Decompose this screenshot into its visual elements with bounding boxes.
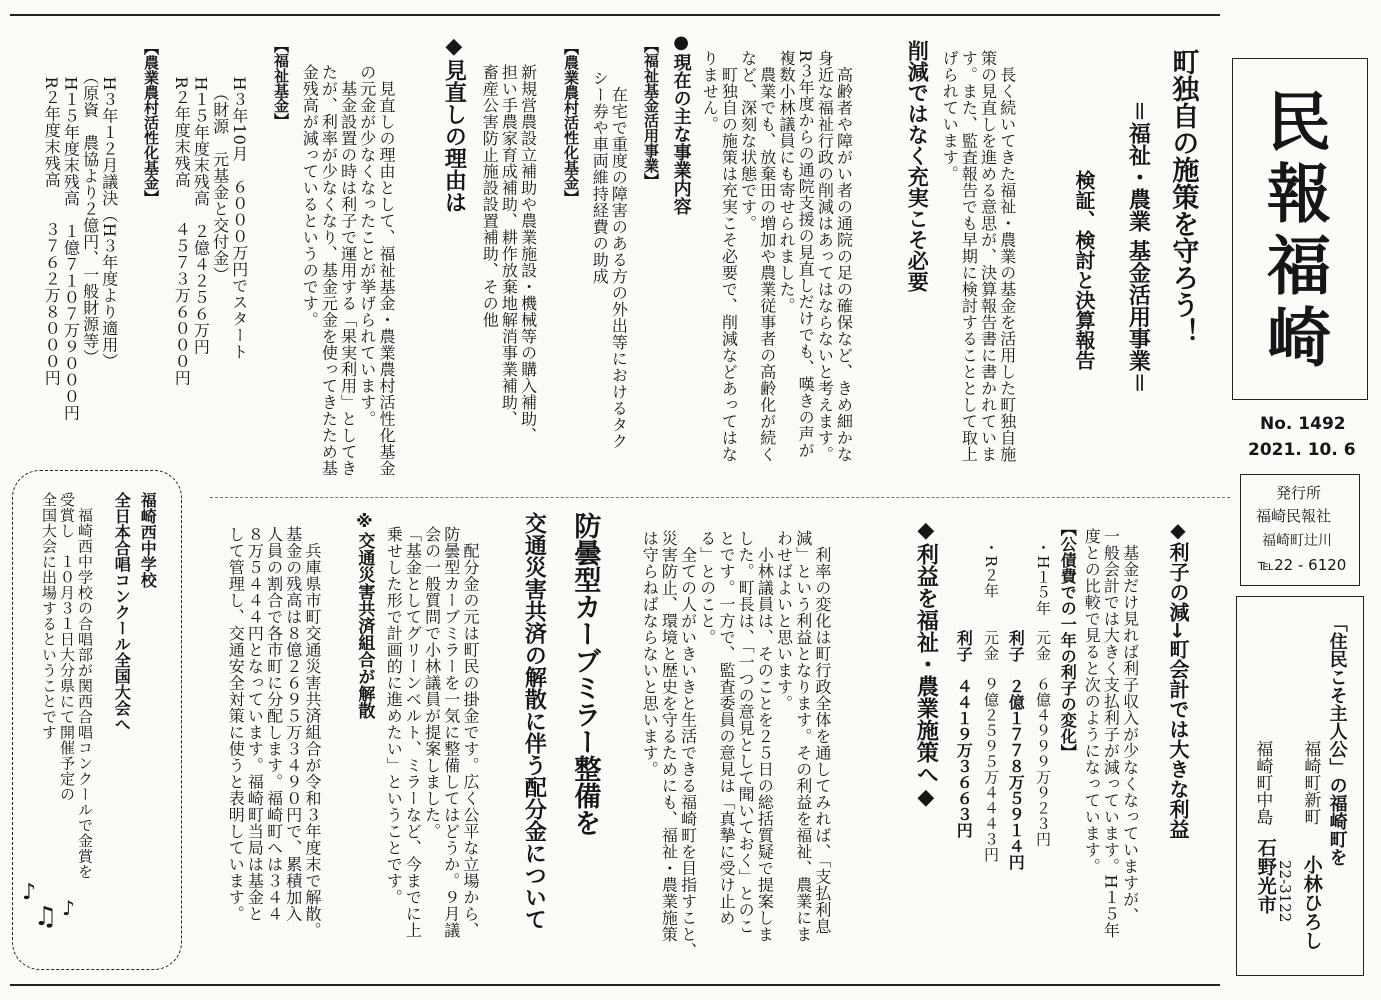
article3-note-text	[226, 526, 322, 939]
text-line: す。また、監査報告でも早期に検討することとして取上	[959, 50, 979, 463]
publisher-label: 発行所	[1276, 484, 1322, 502]
text-line: 高齢者や障がい者の通院の足の確保など、きめ細かな	[834, 50, 854, 463]
text-line: R２年度末残高 ３７６２万８０００円	[42, 60, 62, 387]
article2-text2	[640, 530, 832, 959]
text-line: 全国大会に出場するということです	[40, 492, 58, 740]
text-line: る」とのこと。	[697, 530, 717, 646]
article3-subhead: 交通災害共済の解散に伴う配分金について	[521, 512, 547, 930]
text-line: 町独自の施策は充実こそ必要で、削減などあってはな	[719, 50, 739, 463]
article4-school: 福崎西中学校	[138, 492, 158, 588]
text-line: （財源 元基金と交付金）	[210, 60, 230, 283]
text-line: （原資 農協より２億円、一般財源等）	[80, 60, 100, 366]
text-line: シー券や車両維持経費の助成	[590, 70, 610, 285]
publisher-address: 福崎町辻川	[1262, 533, 1332, 549]
agri-fund-label2: 【農業農村活性化基金】	[142, 40, 160, 205]
text-line: 金残高が減っているというのです。	[300, 64, 320, 328]
article1-paragraph1	[940, 50, 1017, 463]
review-heading: ◆見直しの理由は	[441, 34, 467, 213]
text-line: 小林議員は、そのことを２５日の総括質疑で提案しま	[755, 530, 775, 943]
text-line: 「基金としてグリーンベルト、ミラーなど、今までに上	[403, 526, 423, 939]
interest-table-heading: 【公債費での一年の利子の変化】	[1058, 520, 1078, 760]
article2-subheading: ◆利益を福祉・農業施策へ◆	[913, 518, 939, 810]
text-line: H３年１２月議決（H３年度より適用）	[99, 60, 119, 370]
agri-fund-figures	[42, 60, 119, 421]
text-line: 人員の割合で各市町に分配します。福崎町へは３４４	[264, 526, 284, 922]
welfare-fund-use-label: 【福祉基金活用事業】	[642, 38, 660, 188]
text-line: 基金の残高は８億２６９５万３４９０円で、累積加入	[283, 526, 303, 922]
article2-text	[1082, 528, 1140, 938]
r2-interest: 利子 ４４１９万３６６３円	[954, 630, 974, 838]
sidebar-ad-slogan: 「住民こそ主人公」の福崎町を	[1326, 614, 1348, 866]
text-line: H１５年度末残高 １億７１０７万９０００円	[61, 60, 81, 421]
r2-principal: 元金 ９億２５９５万４４４３円	[982, 630, 1000, 863]
text-line: R３年度からの通院支援の見直しだけでも、嘆きの声が	[796, 50, 816, 459]
music-notes-icon: ♫	[34, 902, 58, 932]
r2-label: ・R２年	[982, 540, 1000, 599]
article1-section-heading: 削減ではなく充実こそ必要	[905, 40, 930, 292]
text-line: R２年度末残高 ４５７３万６０００円	[172, 60, 192, 387]
text-line: げられています。	[940, 50, 960, 182]
text-line: わせばよいと思います。	[774, 530, 794, 712]
article3-text	[384, 526, 480, 939]
top-rule	[10, 14, 1220, 16]
h15-principal: 元金 ６億４９９９万９２３円	[1034, 630, 1052, 847]
text-line: は守らねばならないと思います。	[640, 530, 660, 778]
text-line: 新規営農設立補助や農業施設・機械等の購入補助、	[518, 64, 538, 444]
text-line: した。町長は、「一つの意見として聞いておく」とのこ	[736, 530, 756, 935]
text-line: りません。	[700, 50, 720, 133]
music-note-icon: ♪	[62, 896, 75, 920]
sidebar-ad-addr1: 福崎町新町	[1300, 740, 1321, 825]
text-line: 長く続いてきた福祉・農業の基金を活用した町独自施	[997, 50, 1017, 463]
publisher-phone: ℡22 - 6120	[1258, 556, 1347, 574]
text-line: H１５年度末残高 ２億４２５６万円	[191, 60, 211, 355]
text-line: 基金だけ見れば利子収入が少なくなっていますが、	[1120, 528, 1140, 924]
article1-headline: 町独自の施策を守ろう！	[1167, 48, 1199, 345]
music-note-icon: ♪	[22, 880, 37, 905]
text-line: 利率の変化は町行政全体を通してみれば、「支払利息	[812, 530, 832, 935]
text-line: 防曇型カーブミラーを一気に整備してはどうか。９月議	[441, 526, 461, 939]
sidebar-ad-phone2: 22-3122	[1276, 860, 1294, 923]
section-divider	[210, 497, 1230, 498]
text-line: 配分金の元は町民の掛金です。広く公平な立場から、	[460, 526, 480, 939]
text-line: たが、利率が少なくなり、基金元金を使ってきたため基	[319, 64, 339, 477]
text-line: とです。一方で、監査委員の意見は「真摯に受け止め	[716, 530, 736, 926]
text-line: 身近な福祉行政の削減はあってはならないと考えます。	[815, 50, 835, 463]
article4-headline: 全日本合唱コンクール全国大会へ	[112, 492, 132, 732]
text-line: 策の見直しを進める意思が、決算報告書に書かれていま	[978, 50, 998, 463]
text-line: 担い手農家育成補助、耕作放棄地解消事業補助、	[499, 64, 519, 427]
text-line: 度との比較で見ると次のようになっています。	[1082, 528, 1102, 875]
article3-note-heading: ※交通災害共済組合が解散	[354, 512, 375, 719]
text-line: 基金設置の時は利子で運用する「果実利用」としてき	[338, 64, 358, 477]
text-line: の元金が少なくなったことが挙げられています。	[357, 64, 377, 427]
sidebar-ad-addr2: 福崎町中島	[1252, 740, 1273, 825]
review-text	[300, 64, 396, 477]
text-line: 福崎西中学校の合唱部が関西合唱コンクールで金賞を	[76, 492, 94, 880]
text-line: 見直しの理由として、福祉基金・農業農村活性化基金	[376, 64, 396, 477]
text-line: 複数小林議員にも寄せられました。	[776, 50, 796, 314]
h15-interest: 利子 ２億１７７８万５９１４円	[1006, 630, 1026, 870]
text-line: 農業でも、放棄田の増加や農業従事者の高齢化が続く	[757, 50, 777, 463]
article1-subhead: ＝福祉・農業 基金活用事業＝	[1125, 100, 1151, 394]
text-line: 災害防止、環境と歴史を守るためにも、福祉・農業施策	[659, 530, 679, 943]
text-line: 一般会計では大きく支払利子が減っています。H１５年	[1101, 528, 1121, 939]
text-line: ８万５４４４円となっています。福崎町当局は基金と	[245, 526, 265, 922]
article1-paragraph2	[700, 50, 854, 463]
welfare-fund-use	[590, 70, 628, 450]
text-line: 乗せした形で計画的に進めたい」ということです。	[384, 526, 404, 906]
text-line: など、深刻な状態です。	[738, 50, 758, 232]
text-line: 受賞し １０月３１日大分県にて開催予定の	[58, 492, 76, 802]
publisher-name: 福崎民報社	[1256, 507, 1332, 525]
issue-number: No. 1492	[1260, 414, 1346, 434]
welfare-fund-figures	[172, 60, 249, 386]
masthead-title: 民報福崎	[1256, 88, 1331, 376]
sidebar-ad-name2: 石野光市	[1254, 838, 1277, 914]
text-line: 畜産公害防止施設設置補助、その他	[480, 64, 500, 328]
agri-fund-use	[480, 64, 538, 444]
text-line: して管理し、交通安全対策に使うと表明しています。	[226, 526, 246, 922]
sidebar-ad-name1: 小林ひろし	[1300, 855, 1323, 950]
text-line: 会の一般質問で小林議員が提案しました。	[422, 526, 442, 840]
article1-current-heading: ●現在の主な事業内容	[670, 32, 692, 215]
text-line: 兵庫県市町交通災害共済組合が令和３年度末で解散。	[302, 526, 322, 939]
article3-headline: 防曇型カーブミラー整備を	[569, 512, 601, 836]
text-line: H３年10月 ６０００万円でスタート	[229, 60, 249, 360]
bottom-rule	[10, 984, 1220, 986]
agri-fund-label: 【農業農村活性化基金】	[562, 40, 580, 205]
h15-label: ・H１５年	[1034, 540, 1052, 616]
welfare-fund-label: 【福祉基金】	[272, 38, 290, 128]
article2-headline: ◆利子の減→町会計では大きな利益	[1166, 518, 1190, 839]
issue-date: 2021. 10. 6	[1248, 440, 1356, 460]
text-line: 全ての人がいきいきと生活できる福崎町を目指すこと、	[678, 530, 698, 959]
article1-subsub: 検証、検討と決算報告	[1072, 170, 1096, 370]
text-line: 在宅で重度の障害のある方の外出等におけるタク	[609, 70, 629, 450]
article4-text	[40, 492, 94, 880]
text-line: 減」という利益となります。その利益を福祉、農業にま	[793, 530, 813, 943]
